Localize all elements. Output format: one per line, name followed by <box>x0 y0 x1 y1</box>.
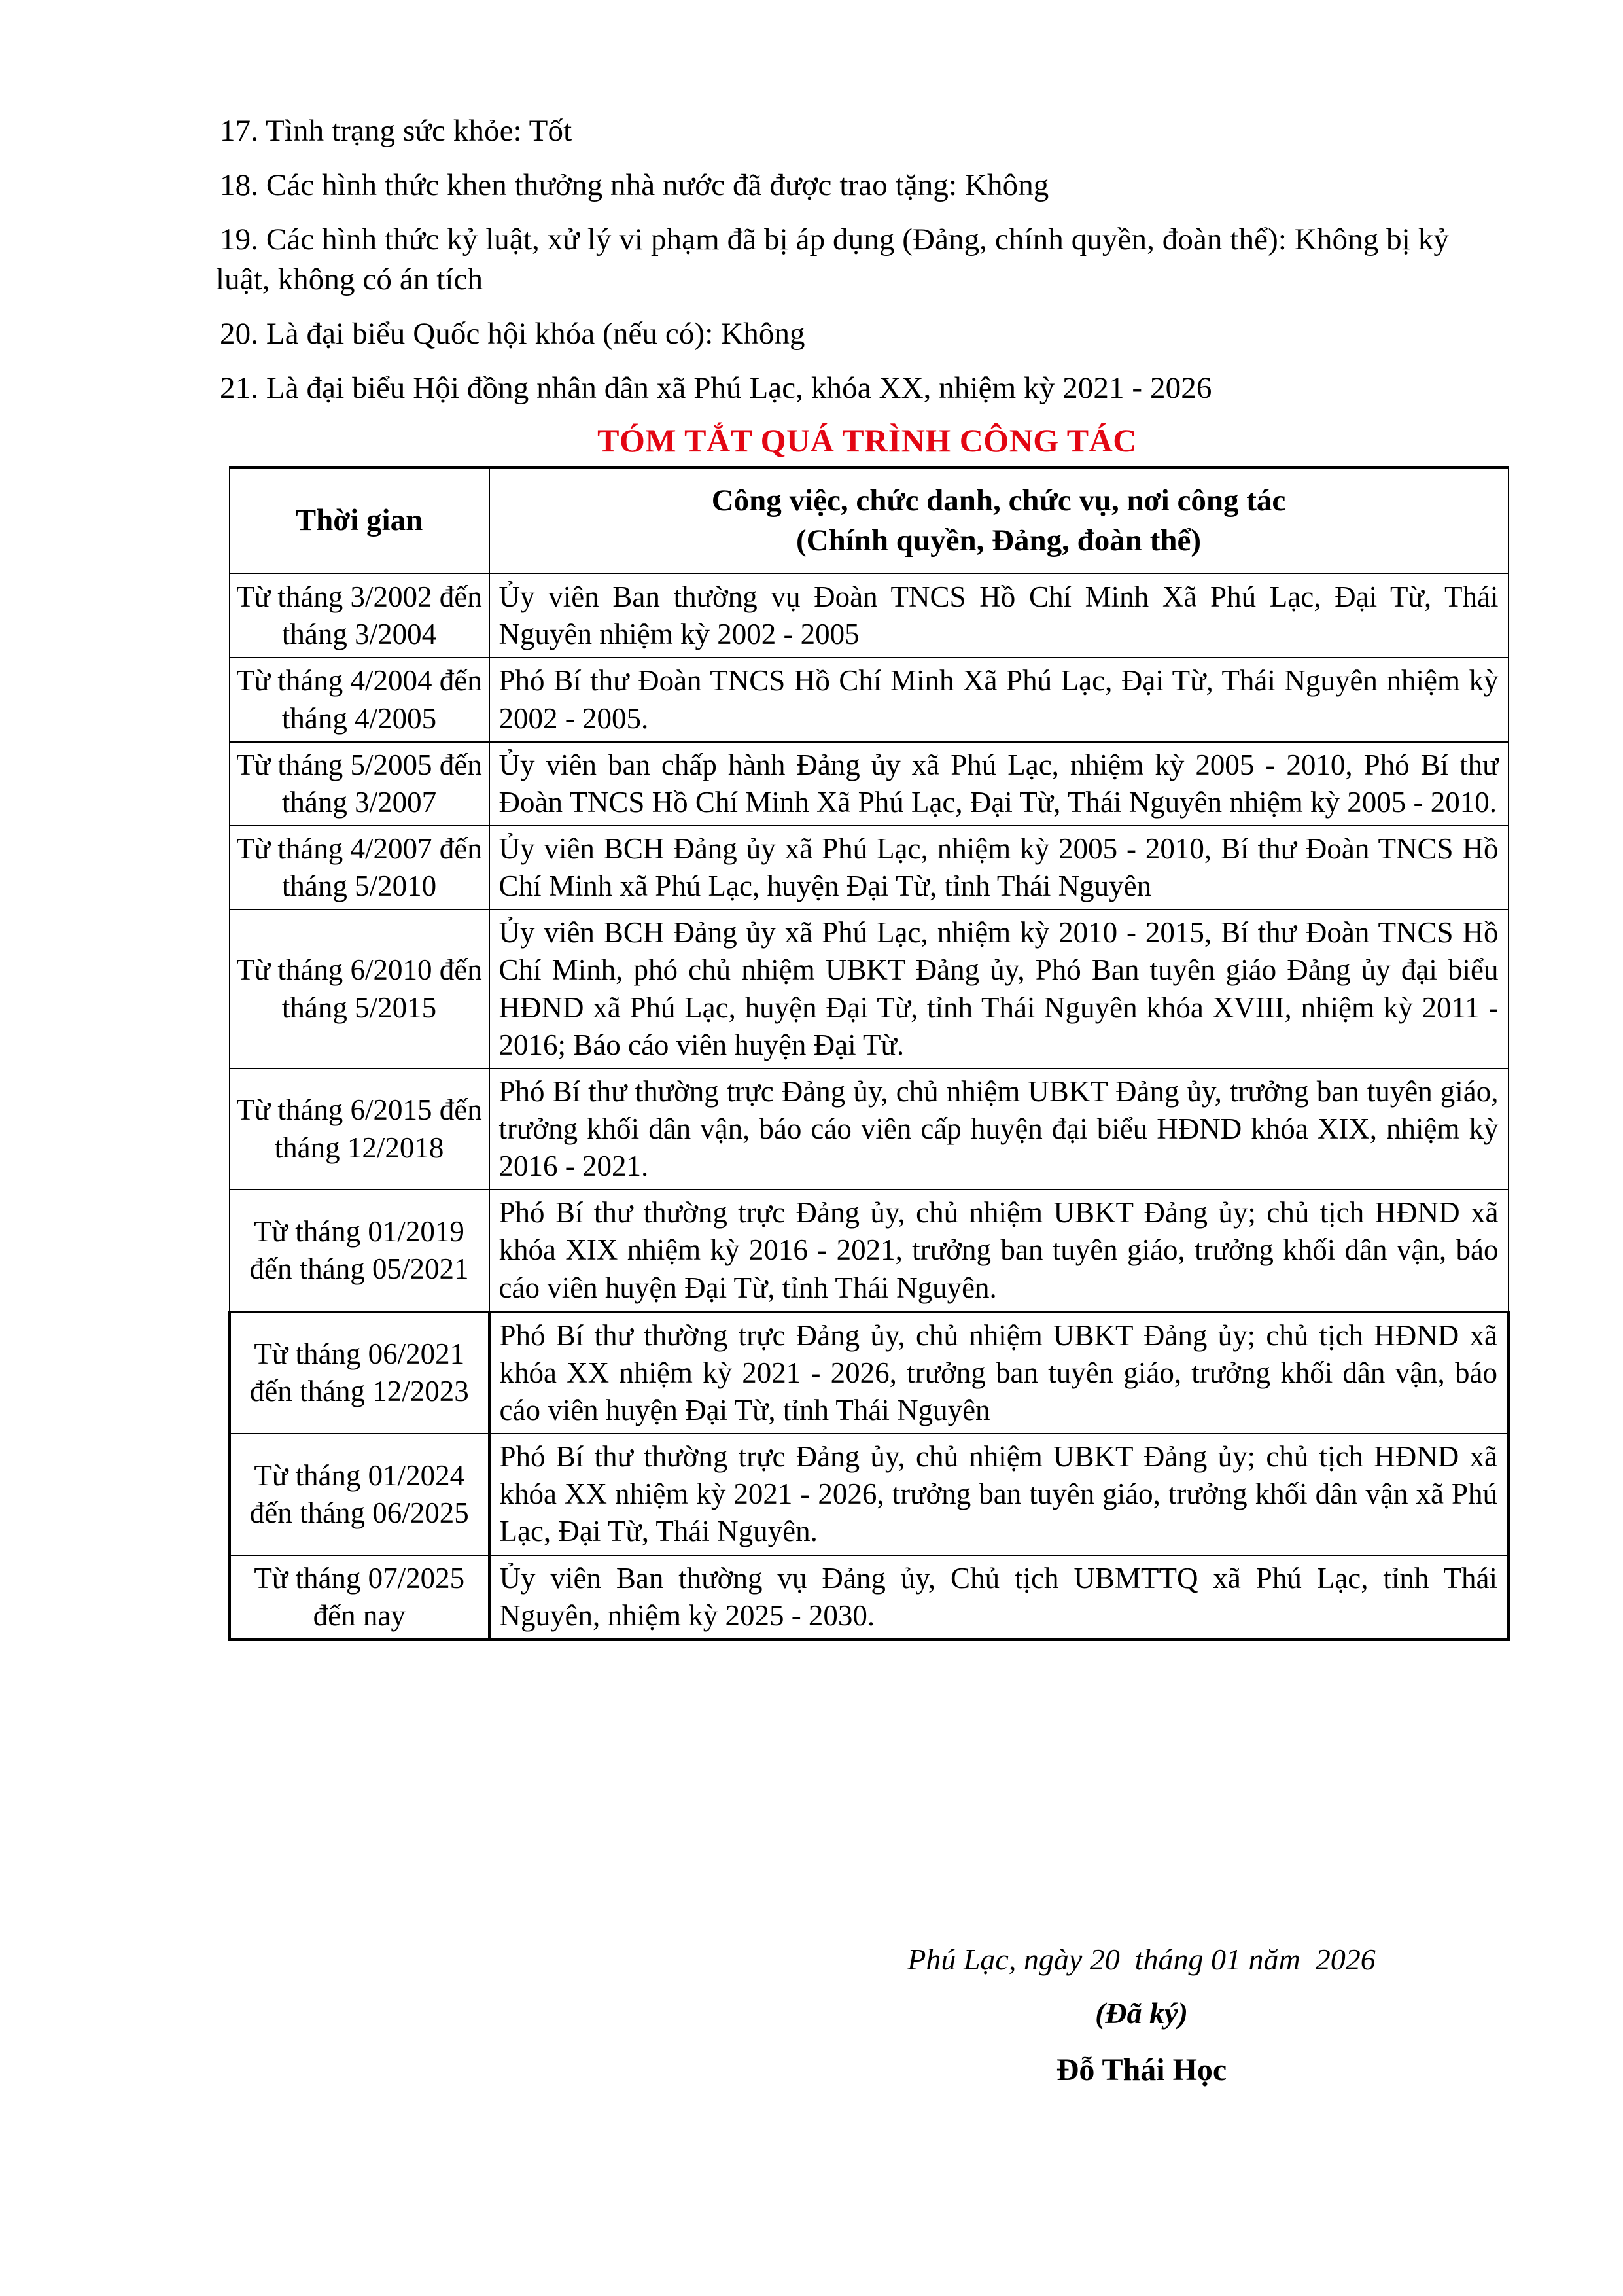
cell-time: Từ tháng 6/2010 đến tháng 5/2015 <box>230 910 489 1069</box>
cell-time: Từ tháng 3/2002 đến tháng 3/2004 <box>230 574 489 658</box>
intro-item-17: 17. Tình trạng sức khỏe: Tốt <box>220 114 572 148</box>
table-row <box>230 658 1509 741</box>
column-header-work-line1: Công việc, chức danh, chức vụ, nơi công tác <box>711 484 1286 518</box>
column-header-time: Thời gian <box>230 468 489 574</box>
cell-time: Từ tháng 4/2007 đến tháng 5/2010 <box>230 826 489 910</box>
cell-time: Từ tháng 06/2021 đến tháng 12/2023 <box>230 1312 489 1434</box>
cell-description: Phó Bí thư Đoàn TNCS Hồ Chí Minh Xã Phú Lạc, Đại Từ, Thái Nguyên nhiệm kỳ 2002 - 2005. <box>489 658 1509 741</box>
cell-time: Từ tháng 5/2005 đến tháng 3/2007 <box>230 742 489 826</box>
cell-time: Từ tháng 6/2015 đến tháng 12/2018 <box>230 1069 489 1190</box>
table-row <box>230 910 1509 1069</box>
cell-description: Ủy viên BCH Đảng ủy xã Phú Lạc, nhiệm kỳ 2010 - 2015, Bí thư Đoàn TNCS Hồ Chí Minh, phó chủ nhiệm UBKT Đảng ủy, Phó Ban tuyên giáo Đảng ủy đại biểu HĐND xã Phú Lạc, huyện Đại Từ, tỉnh Thái Nguyên khóa XVIII, nhiệm kỳ 2011 - 2016; Báo cáo viên huyện Đại Từ. <box>489 910 1509 1069</box>
cell-time: Từ tháng 01/2019 đến tháng 05/2021 <box>230 1190 489 1311</box>
cell-description: Ủy viên Ban thường vụ Đảng ủy, Chủ tịch UBMTTQ xã Phú Lạc, tỉnh Thái Nguyên, nhiệm kỳ 2025 - 2030. <box>489 1555 1509 1640</box>
intro-item-21: 21. Là đại biểu Hội đồng nhân dân xã Phú Lạc, khóa XX, nhiệm kỳ 2021 - 2026 <box>220 371 1212 406</box>
signature-place-date: Phú Lạc, ngày 20 tháng 01 năm 2026 <box>907 1943 1376 1976</box>
cell-time: Từ tháng 07/2025 đến nay <box>230 1555 489 1640</box>
cell-description: Ủy viên Ban thường vụ Đoàn TNCS Hồ Chí Minh Xã Phú Lạc, Đại Từ, Thái Nguyên nhiệm kỳ 2002 - 2005 <box>489 574 1509 658</box>
cell-time: Từ tháng 01/2024 đến tháng 06/2025 <box>230 1434 489 1555</box>
cell-description: Phó Bí thư thường trực Đảng ủy, chủ nhiệm UBKT Đảng ủy; chủ tịch HĐND xã khóa XIX nhiệm kỳ 2016 - 2021, trưởng ban tuyên giáo, trưởng khối dân vận, báo cáo viên huyện Đại Từ, tỉnh Thái Nguyên. <box>489 1190 1509 1311</box>
cell-time: Từ tháng 4/2004 đến tháng 4/2005 <box>230 658 489 741</box>
cell-description: Phó Bí thư thường trực Đảng ủy, chủ nhiệm UBKT Đảng ủy; chủ tịch HĐND xã khóa XX nhiệm kỳ 2021 - 2026, trưởng ban tuyên giáo, trưởng khối dân vận, báo cáo viên huyện Đại Từ, tỉnh Thái Nguyên <box>489 1312 1509 1434</box>
intro-item-18: 18. Các hình thức khen thưởng nhà nước đã được trao tặng: Không <box>220 168 1049 203</box>
intro-item-20: 20. Là đại biểu Quốc hội khóa (nếu có): Không <box>220 317 805 351</box>
table-row <box>230 1434 1509 1555</box>
career-table-container <box>228 466 1507 1641</box>
cell-description: Phó Bí thư thường trực Đảng ủy, chủ nhiệm UBKT Đảng ủy; chủ tịch HĐND xã khóa XX nhiệm kỳ 2021 - 2026, trưởng ban tuyên giáo, trưởng khối dân vận xã Phú Lạc, Đại Từ, Thái Nguyên. <box>489 1434 1509 1555</box>
table-row <box>230 1555 1509 1640</box>
table-row <box>230 826 1509 910</box>
table-row <box>230 1312 1509 1434</box>
cell-description: Ủy viên ban chấp hành Đảng ủy xã Phú Lạc, nhiệm kỳ 2005 - 2010, Phó Bí thư Đoàn TNCS Hồ Chí Minh Xã Phú Lạc, Đại Từ, Thái Nguyên nhiệm kỳ 2005 - 2010. <box>489 742 1509 826</box>
table-row <box>230 574 1509 658</box>
signature-block <box>831 1940 1452 2091</box>
intro-items-block <box>216 111 1498 423</box>
signature-signed-note: (Đã ký) <box>1095 1996 1188 2030</box>
signature-signer-name: Đỗ Thái Học <box>1056 2052 1227 2087</box>
table-header-row <box>230 468 1509 574</box>
table-row <box>230 1069 1509 1190</box>
cell-description: Phó Bí thư thường trực Đảng ủy, chủ nhiệm UBKT Đảng ủy, trưởng ban tuyên giáo, trưởng khối dân vận, báo cáo viên cấp huyện đại biểu HĐND khóa XIX, nhiệm kỳ 2016 - 2021. <box>489 1069 1509 1190</box>
cell-description: Ủy viên BCH Đảng ủy xã Phú Lạc, nhiệm kỳ 2005 - 2010, Bí thư Đoàn TNCS Hồ Chí Minh xã Phú Lạc, huyện Đại Từ, tỉnh Thái Nguyên <box>489 826 1509 910</box>
column-header-work-line2: (Chính quyền, Đảng, đoàn thể) <box>795 523 1201 558</box>
intro-item-19: 19. Các hình thức kỷ luật, xử lý vi phạm đã bị áp dụng (Đảng, chính quyền, đoàn thể): Không bị kỷ luật, không có án tích <box>216 222 1449 297</box>
table-row <box>230 1190 1509 1311</box>
page-title: TÓM TẮT QUÁ TRÌNH CÔNG TÁC <box>597 422 1137 459</box>
table-row <box>230 742 1509 826</box>
column-header-work <box>489 468 1509 574</box>
career-summary-table <box>228 466 1510 1641</box>
